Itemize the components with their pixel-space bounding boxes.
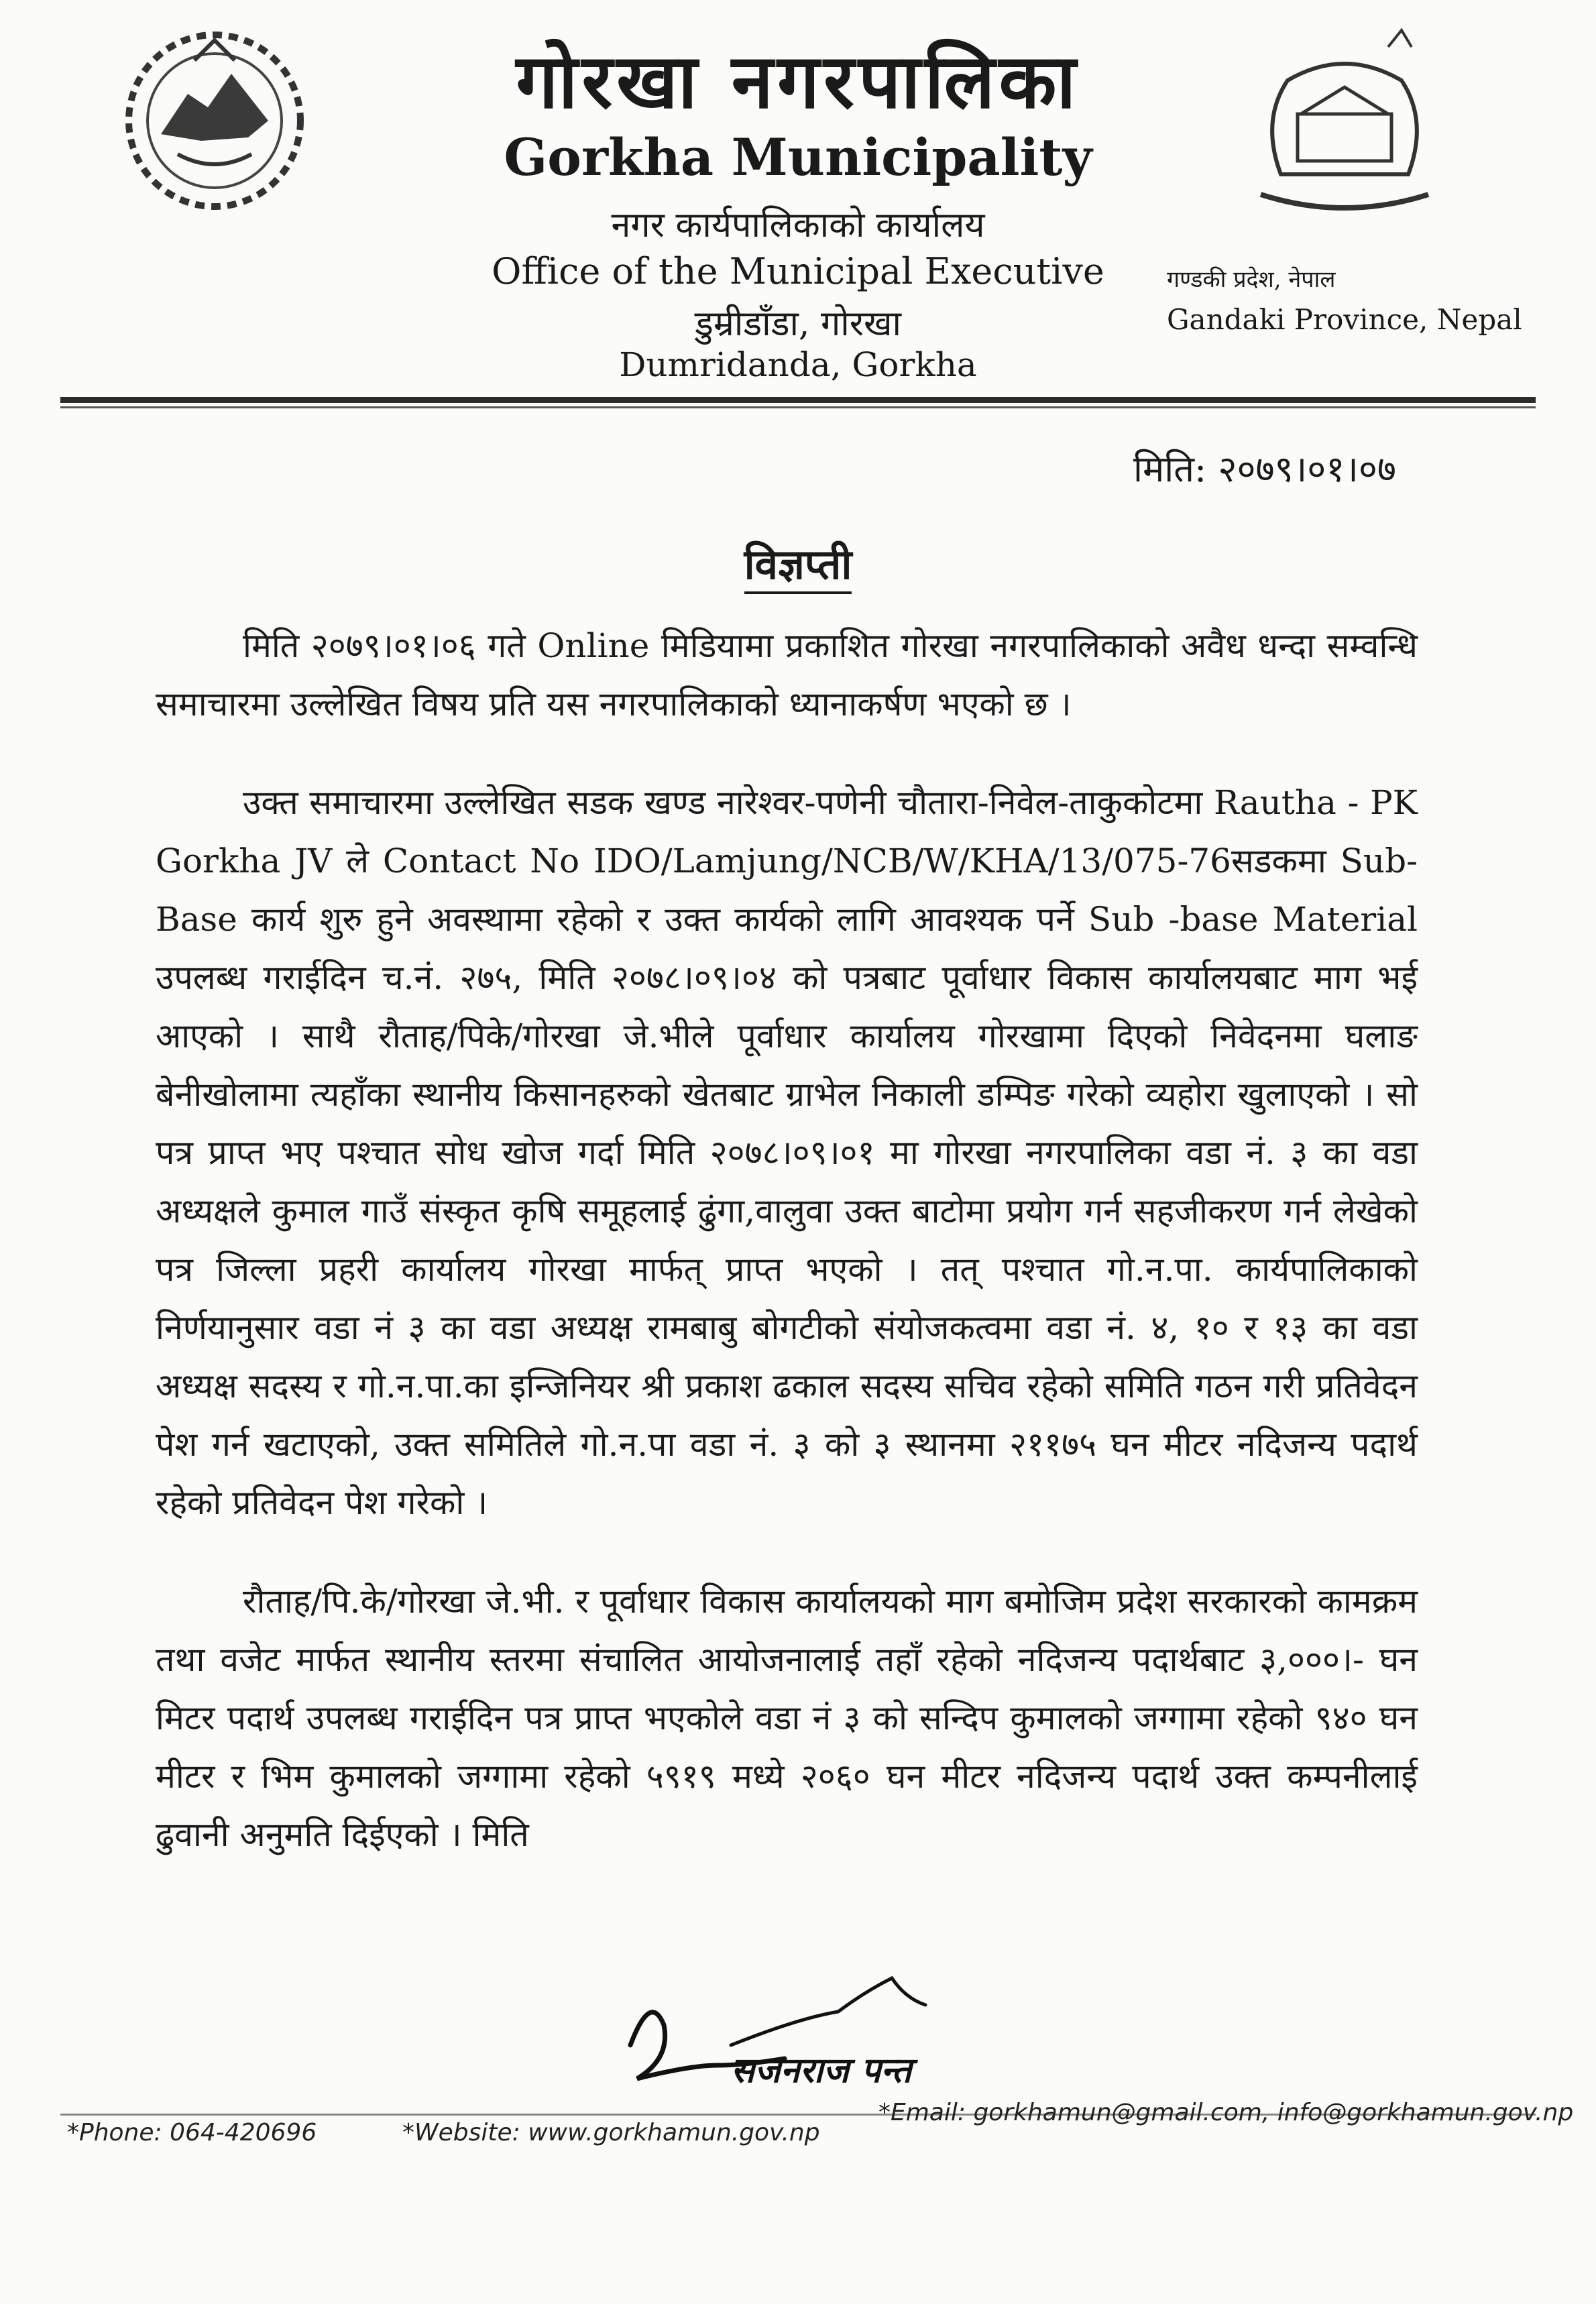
paragraph: रौताह/पि.के/गोरखा जे.भी. र पूर्वाधार विकास कार्यालयको माग बमोजिम प्रदेश सरकारको कामक्रम तथा वजेट मार्फत स्थानीय स्तरमा संचालित आयोजनालाई तहाँ रहेको नदिजन्य पदार्थबाट ३,०००।- घन मिटर पदार्थ उपलब्ध गराईदिन पत्र प्राप्त भएकोले वडा नं ३ को सन्दिप कुमालको जग्गामा रहेको ९४० घन मीटर र भिम कुमालको जग्गामा रहेको ५९१९ मध्ये २०६० घन मीटर नदिजन्य पदार्थ उक्त कम्पनीलाई ढुवानी अनुमति दिईएको । मिति [156, 1582, 1418, 1854]
footer-phone: *Phone: 064-420696 [67, 2119, 317, 2146]
header-divider [60, 397, 1536, 403]
header-divider-thin [60, 406, 1536, 408]
province-english: Gandaki Province, Nepal [1167, 303, 1522, 336]
footer-email: *Email: gorkhamun@gmail.com, info@gorkhamun.gov.np [878, 2099, 1574, 2126]
document-date: मिति: २०७९।०१।०७ [1133, 448, 1396, 490]
notice-heading [0, 535, 1596, 591]
province-nepali: गण्डकी प्रदेश, नेपाल [1167, 266, 1336, 293]
notice-heading-text: विज्ञप्ती [744, 540, 852, 594]
municipality-name-nepali: गोरखा नगरपालिका [516, 38, 1080, 125]
signature [610, 1965, 986, 2112]
paragraph: उक्त समाचारमा उल्लेखित सडक खण्ड नारेश्वर-पणेनी चौतारा-निवेल-ताकुकोटमा Rautha - PK Gorkha JV ले Contact No IDO/Lamjung/NCB/W/KHA/13/075-76सडकमा Sub-Base कार्य शुरु हुने अवस्थामा रहेको र उक्त कार्यको लागि आवश्यक पर्ने Sub -base Material उपलब्ध गराईदिन च.नं. २७५, मिति २०७८।०९।०४ को पत्रबाट पूर्वाधार विकास कार्यालयबाट माग भई आएको । साथै रौताह/पिके/गोरखा जे.भीले पूर्वाधार कार्यालय गोरखामा दिएको निवेदनमा घलाङ बेनीखोलामा त्यहाँका स्थानीय किसानहरुको खेतबाट ग्राभेल निकाली डम्पिङ गरेको व्यहोरा खुलाएको । सो पत्र प्राप्त भए पश्चात सोध खोज गर्दा मिति २०७८।०९।०१ मा गोरखा नगरपालिका वडा नं. ३ का वडा अध्यक्षले कुमाल गाउँ संस्कृत कृषि समूहलाई ढुंगा,वालुवा उक्त बाटोमा प्रयोग गर्न सहजीकरण गर्न लेखेको पत्र जिल्ला प्रहरी कार्यालय गोरखा मार्फत् प्राप्त भएको । तत् पश्चात गो.न.पा. कार्यपालिकाको निर्णयानुसार वडा नं ३ का वडा अध्यक्ष रामबाबु बोगटीको संयोजकत्वमा वडा नं. ४, १० र १३ का वडा अध्यक्ष सदस्य र गो.न.पा.का इन्जिनियर श्री प्रकाश ढकाल सदस्य सचिव रहेको समिति गठन गरी प्रतिवेदन पेश गर्न खटाएको, उक्त समितिले गो.न.पा वडा नं. ३ को ३ स्थानमा २११७५ घन मीटर नदिजन्य पदार्थ रहेको प्रतिवेदन पेश गरेको । [156, 783, 1418, 1522]
address-nepali: डुम्रीडाँडा, गोरखा [694, 304, 902, 344]
notice-body [156, 617, 1418, 1904]
footer-website: *Website: www.gorkhamun.gov.np [402, 2119, 820, 2146]
address-english: Dumridanda, Gorkha [619, 345, 977, 384]
svg-text:सजनराज पन्त: सजनराज पन्त [731, 2051, 912, 2091]
office-name-nepali: नगर कार्यपालिकाको कार्यालय [611, 205, 985, 245]
municipality-name-english: Gorkha Municipality [504, 127, 1092, 187]
office-name-english: Office of the Municipal Executive [492, 250, 1104, 292]
paragraph: मिति २०७९।०१।०६ गते Online मिडियामा प्रकाशित गोरखा नगरपालिकाको अवैध धन्दा सम्वन्धि समाचारमा उल्लेखित विषय प्रति यस नगरपालिकाको ध्यानाकर्षण भएको छ । [156, 626, 1418, 724]
